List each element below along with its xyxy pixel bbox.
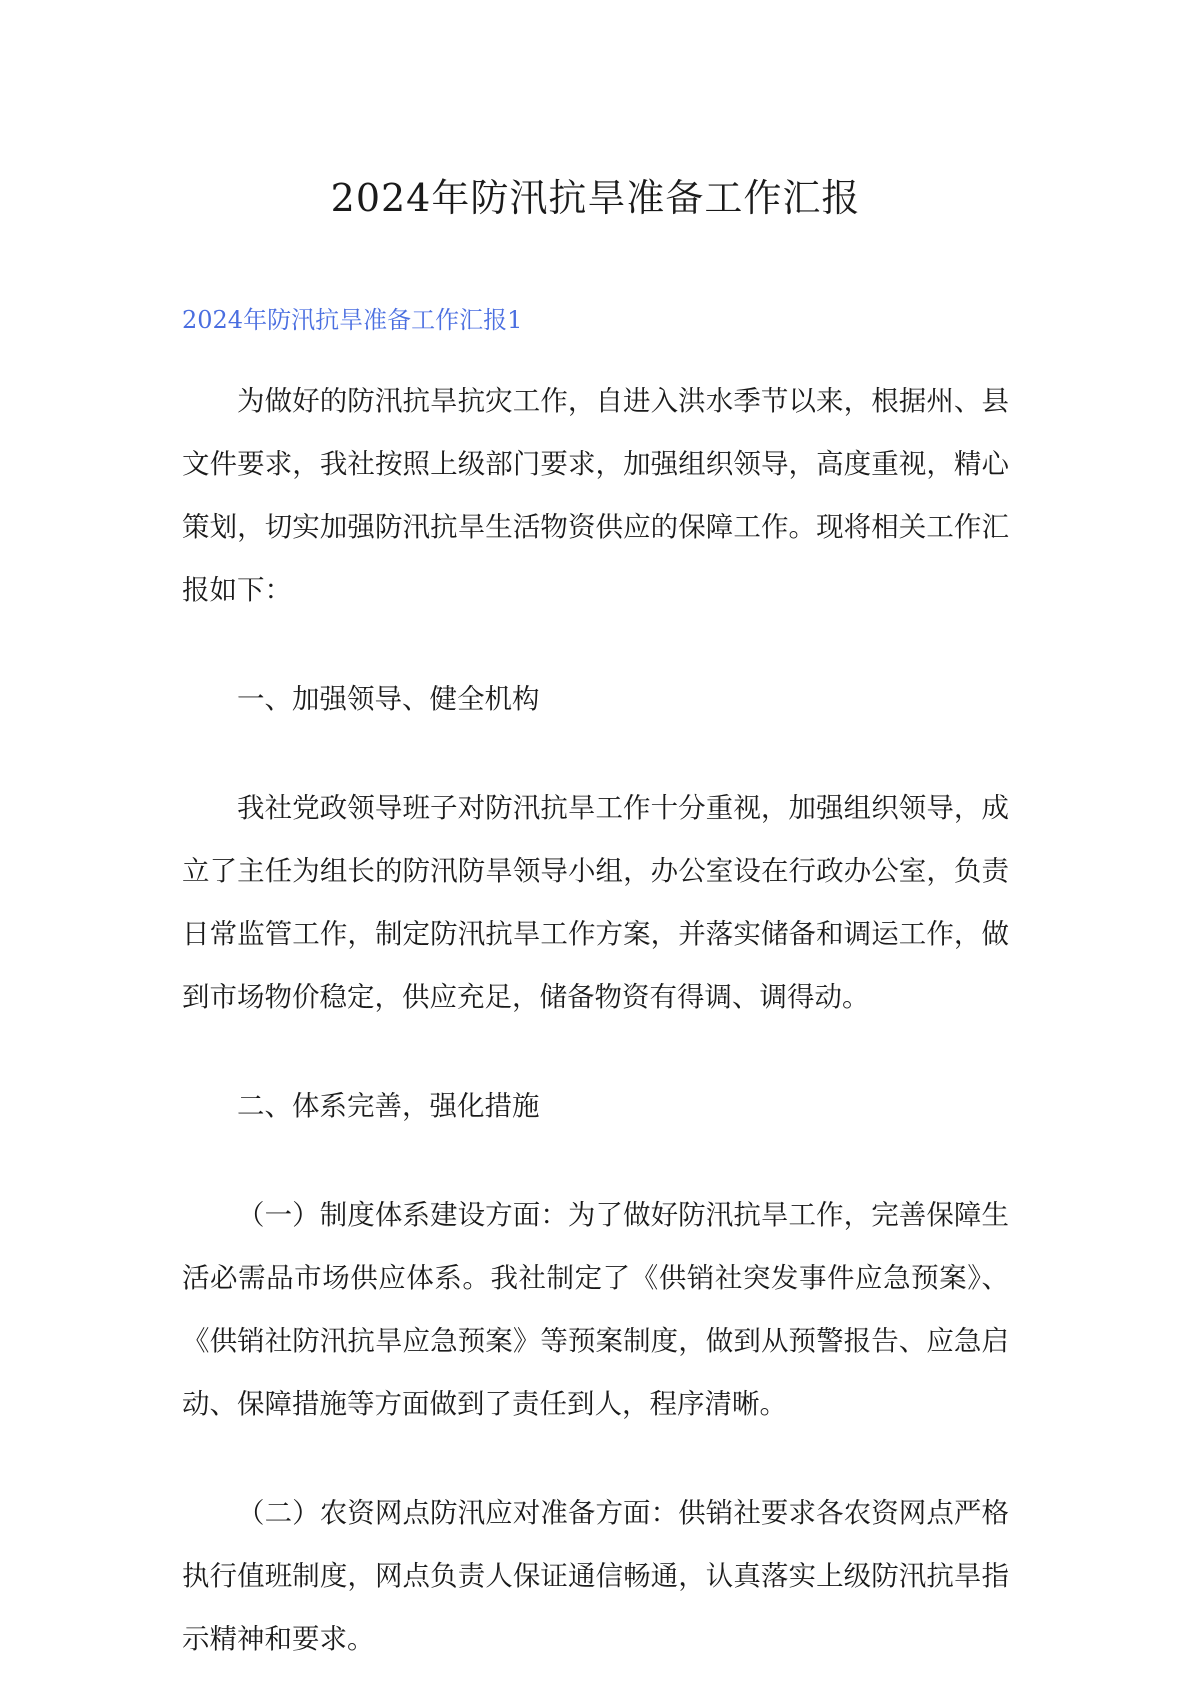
section-heading-2: 二、体系完善，强化措施 bbox=[237, 1090, 540, 1122]
body-paragraph: （一）制度体系建设方面：为了做好防汛抗旱工作，完善保障生活必需品市场供应体系。我社制定了《供销社突发事件应急预案》、《供销社防汛抗旱应急预案》等预案制度，做到从预警报告、应急启动、保障措施等方面做到了责任到人，程序清晰。 bbox=[182, 1199, 1009, 1420]
body-paragraph: （二）农资网点防汛应对准备方面：供销社要求各农资网点严格执行值班制度，网点负责人保证通信畅通，认真落实上级防汛抗旱指示精神和要求。 bbox=[182, 1497, 1009, 1655]
intro-paragraph: 为做好的防汛抗旱抗灾工作，自进入洪水季节以来，根据州、县文件要求，我社按照上级部门要求，加强组织领导，高度重视，精心策划，切实加强防汛抗旱生活物资供应的保障工作。现将相关工作汇报如下： bbox=[182, 385, 1009, 606]
section-heading-1: 一、加强领导、健全机构 bbox=[237, 683, 540, 715]
document-title: 2024年防汛抗旱准备工作汇报 bbox=[330, 176, 861, 220]
section-link[interactable]: 2024年防汛抗旱准备工作汇报1 bbox=[182, 306, 523, 334]
body-paragraph: 我社党政领导班子对防汛抗旱工作十分重视，加强组织领导，成立了主任为组长的防汛防旱领导小组，办公室设在行政办公室，负责日常监管工作，制定防汛抗旱工作方案，并落实储备和调运工作，做到市场物价稳定，供应充足，储备物资有得调、调得动。 bbox=[182, 792, 1009, 1013]
